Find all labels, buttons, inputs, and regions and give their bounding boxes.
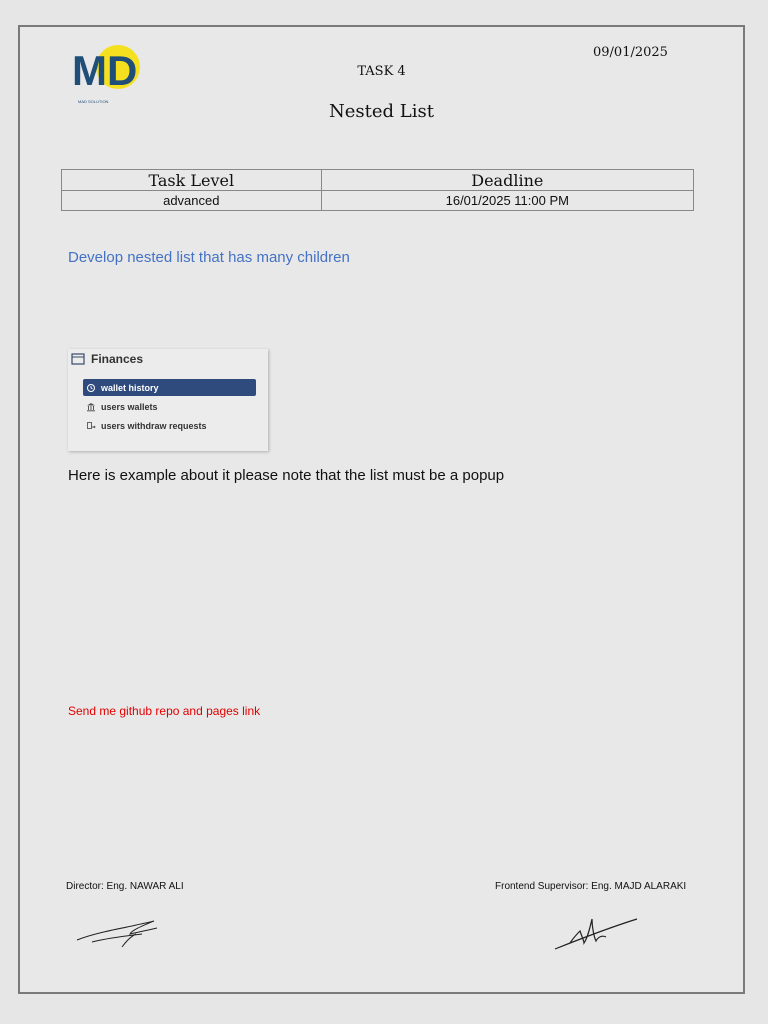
document-date: 09/01/2025 [593, 45, 668, 60]
task-document [18, 25, 745, 994]
director-name: Director: Eng. NAWAR ALI [66, 881, 184, 892]
list-item-label: users wallets [101, 401, 158, 412]
submission-instruction: Send me github repo and pages link [68, 704, 261, 718]
task-level-value: advanced [62, 191, 322, 211]
list-item-users-withdraw-requests[interactable] [83, 417, 256, 434]
list-item-label: users withdraw requests [101, 420, 207, 431]
transfer-icon [86, 421, 96, 431]
bank-icon [86, 402, 96, 412]
example-nested-list-screenshot [68, 349, 268, 451]
window-icon [71, 353, 85, 365]
task-meta-table [61, 169, 694, 211]
example-heading-label: Finances [91, 352, 144, 366]
table-row [62, 191, 694, 211]
list-item-label: wallet history [101, 382, 159, 393]
task-description: Develop nested list that has many children [68, 249, 350, 266]
popup-note: Here is example about it please note that the list must be a popup [68, 467, 505, 484]
supervisor-signature [550, 907, 640, 952]
header-deadline: Deadline [321, 170, 693, 191]
supervisor-name: Frontend Supervisor: Eng. MAJD ALARAKI [495, 881, 687, 892]
svg-text:MD: MD [72, 47, 138, 94]
task-title: Nested List [329, 101, 434, 122]
header-task-level: Task Level [62, 170, 322, 191]
list-item-users-wallets[interactable] [83, 398, 256, 415]
example-heading [71, 352, 143, 366]
deadline-value: 16/01/2025 11:00 PM [321, 191, 693, 211]
svg-text:MAD SOLUTION: MAD SOLUTION [78, 99, 109, 104]
history-icon [86, 383, 96, 393]
director-signature [72, 912, 162, 952]
task-number: TASK 4 [357, 64, 406, 79]
list-item-wallet-history[interactable] [83, 379, 256, 396]
table-header-row [62, 170, 694, 191]
